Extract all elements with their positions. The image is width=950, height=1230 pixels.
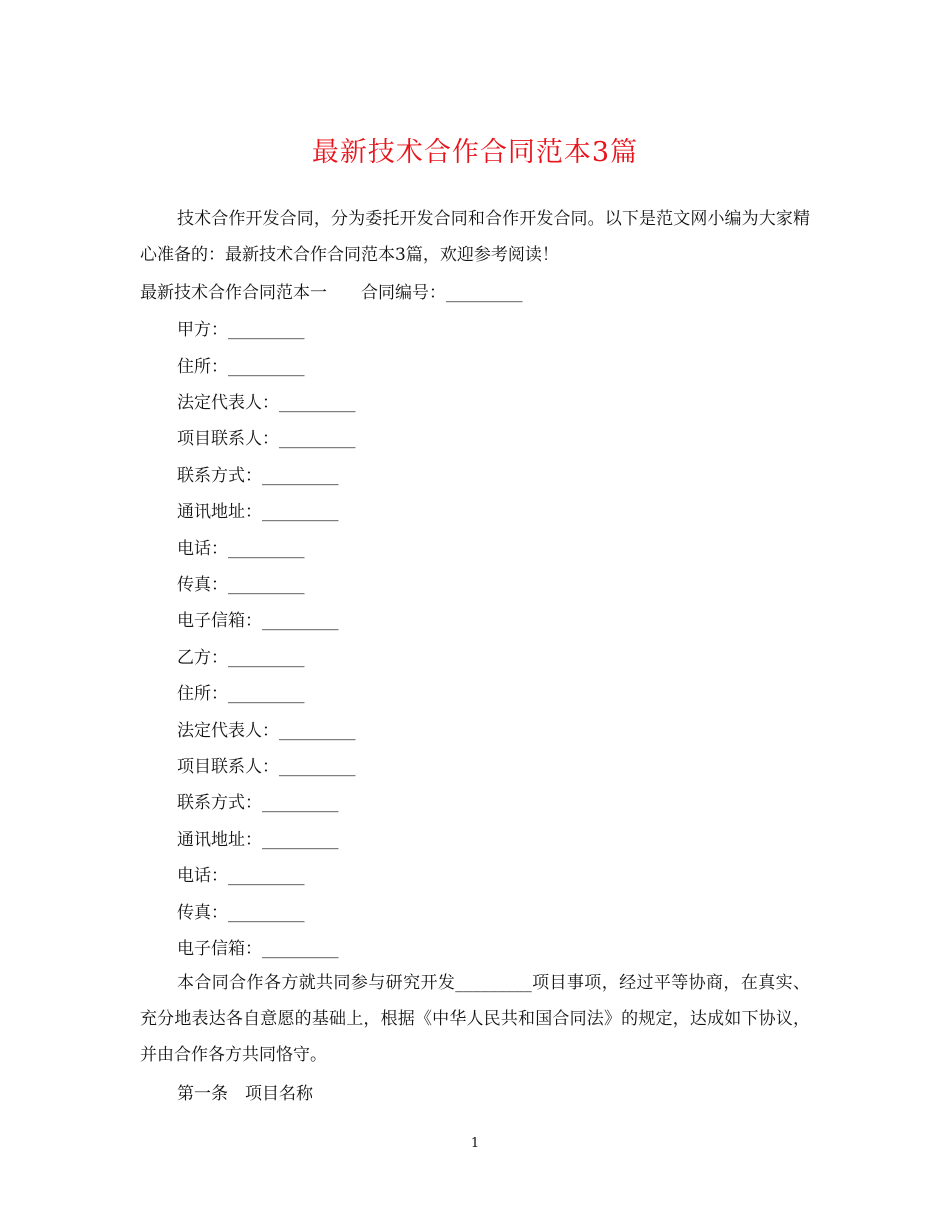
- party-b-mailing-address: 通讯地址：_________: [177, 830, 339, 850]
- document-title: 最新技术合作合同范本3篇: [311, 137, 639, 168]
- closing-text: 本合同合作各方就共同参与研究开发_________项目事项，经过平等协商，在真实、充分地表达各自意愿的基础上，根据《中华人民共和国合同法》的规定，达成如下协议，并由合作各方共同恪守。: [140, 973, 810, 1065]
- page-number: 1: [470, 1136, 480, 1151]
- party-b-email: 电子信箱：_________: [177, 939, 339, 959]
- party-b-name: 乙方：_________: [177, 648, 305, 668]
- party-a-phone: 电话：_________: [177, 539, 305, 559]
- party-a-legal-rep: 法定代表人：_________: [177, 393, 356, 413]
- party-b-address: 住所：_________: [177, 684, 305, 704]
- party-a-email: 电子信箱：_________: [177, 611, 339, 631]
- intro-text: 技术合作开发合同，分为委托开发合同和合作开发合同。以下是范文网小编为大家精心准备的：最新技术合作合同范本3篇，欢迎参考阅读！: [140, 209, 810, 265]
- party-b-contact-method: 联系方式：_________: [177, 793, 339, 813]
- party-a-contact-method: 联系方式：_________: [177, 466, 339, 486]
- party-b-legal-rep: 法定代表人：_________: [177, 721, 356, 741]
- intro-paragraph: [140, 201, 810, 273]
- party-b-contact-person: 项目联系人：_________: [177, 757, 356, 777]
- contract-header: 最新技术合作合同范本一 合同编号：_________: [140, 283, 523, 303]
- party-a-mailing-address: 通讯地址：_________: [177, 502, 339, 522]
- party-a-contact-person: 项目联系人：_________: [177, 429, 356, 449]
- party-a-fax: 传真：_________: [177, 575, 305, 595]
- closing-paragraph: [140, 965, 810, 1073]
- party-a-address: 住所：_________: [177, 357, 305, 377]
- article-1-heading: 第一条 项目名称: [177, 1084, 313, 1104]
- party-a-name: 甲方：_________: [177, 320, 305, 340]
- party-b-fax: 传真：_________: [177, 903, 305, 923]
- party-b-phone: 电话：_________: [177, 866, 305, 886]
